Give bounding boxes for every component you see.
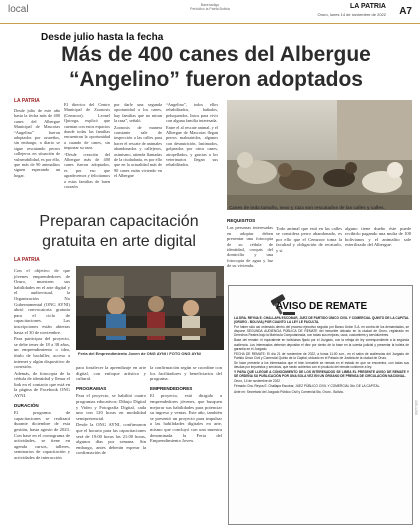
paragraph: Se hace presente a los interesados que el bien inmueble se remata en el estado en que se encuentra, con todas sus deudas por impuestos y servicios, que serán cubiertos con el producto del remate conforme a ley. — [234, 360, 409, 370]
paragraph: Zoonosis de manera constante sale de inspección a las calles para hacer el rescate de animales abandonados y callejeros, asimismo, atienda llamadas de la ciudadanía, es por ello que en la actualidad más de 90 canes están viviendo en el Albergue — [114, 124, 162, 179]
dogs-photo — [227, 100, 412, 210]
article1-col3 — [114, 102, 162, 180]
dogs-photo-art — [227, 100, 412, 210]
article2-headline — [14, 212, 224, 252]
paragraph: Para participar del proyecto, se debe tener de 18 a 38 años, un emprendimiento o idea, título de bachiller, acceso a internet y algún dispositivo de conexión. — [14, 336, 70, 370]
dogs-photo-caption: Canes de toda tamaño, sexo y raza son rescatados de las calles y calles. — [229, 205, 385, 210]
paragraph: Oruro, 14 de noviembre de 2022 — [234, 379, 281, 384]
paragraph: Desde julio de este año hasta la fecha más de 400 canes del Albergue Municipal de Mascotas “Angelino” fueron adoptados por orureños, sin embargo, a diario se sigue rescatando perros callejeros en situación de vulnerabilidad, es por ello, que más de 90 animalitos siguen esperando un hogar. — [14, 108, 60, 178]
article2-col5 — [150, 365, 222, 445]
article1-kicker: Desde julio hasta la fecha — [41, 32, 164, 43]
aviso-text — [234, 316, 409, 395]
paragraph: para fortalecer la aprendizaje en arte digital, con enfoque artístico y cultural. — [76, 365, 146, 382]
paragraph: “Angelino”, todos ellos rehabilitados, bañados, peluqueados, listos para vivir con alguna familia interesada. — [166, 102, 218, 124]
article1-col1 — [14, 108, 60, 179]
side-code: 100-1208 — [414, 400, 418, 415]
duracion-subhead: DURACIÓN — [14, 402, 39, 408]
article1-byline: LA PATRIA — [14, 98, 40, 104]
paragraph: FECHA DE REMATE: El día 21 de noviembre de 2022, a horas 11:00 a.m., en el salón de audiencias del Juzgado de Partido Único Civil y Comercial Quinto de la Capital, ubicado en el Palacio de Justicia de la ciudad de Oruro. — [234, 351, 409, 360]
paragraph: “Desde creación del Albergue más de 400 canes fueron adoptados, es por eso que agradecemos y felicitamos a estas familias de buen corazón — [64, 151, 110, 190]
paragraph: Entre el al rescate animal, y el Albergue de Mascotas llegan perros malnutridos, algunos con desnutrición, lastimados, golpeados por otros canes, atropellados, y gracias a los veterinarios llegan sus rehabilitados. — [166, 124, 218, 168]
paragraph: alguno tiene dueño éste puede recibirlo pagando una multa de 100 bolivianos y el animalito sale esterilizado del Albergue. — [345, 226, 411, 248]
article1-col6 — [276, 226, 342, 254]
paragraph: Todo animal que está en las calles se considera perro abandonado, es por ello que el Cemzoor toma la facultad y obligación de recatarlo, y si — [276, 226, 342, 253]
brand-logo: LA PATRIA — [349, 3, 386, 10]
page-header — [0, 0, 420, 24]
article1-col2 — [64, 102, 110, 191]
masthead — [165, 3, 255, 11]
paragraph: por darle una segunda oportunidad a los canes, hay familias que no miran la raza”, señaló. — [114, 102, 162, 124]
article1-col5 — [227, 218, 273, 270]
header-date: Oruro, lunes 14 de noviembre de 2022 — [317, 12, 386, 17]
aviso-remate-ad — [228, 285, 413, 525]
fair-photo-caption: Feria del Emprendimiento Joven de ONG AYNI / FOTO ONG AYNI — [78, 351, 201, 356]
article2-col3 — [76, 365, 146, 457]
article1-headline — [21, 42, 411, 92]
programas-subhead: PROGRAMAS — [76, 385, 107, 391]
article2-headline-line1: Preparan capacitación — [39, 213, 199, 230]
article1-headline-line2: “Angelino” fueron adoptados — [69, 68, 363, 91]
paragraph: LA DRA. REYNA E. CHALLAPA ESCOBAR, JUEZ DE PARTIDO ÚNICO CIVIL Y COMERCIAL QUINTO DE LA CAPITAL (ORURO - BOLIVIA) POR CUANTO LA LEY LE FACULTA. — [234, 316, 409, 325]
paragraph: Además, de fotocopia de la cédula de identidad y llenar el link en el contacto que está en la página de Facebook ONG AYNI. — [14, 370, 70, 399]
paragraph: El proyecto, está dirigido a emprendedores jóvenes, que busquen mejorar sus habilidades para potenciar su ingreso y ventas. Este año, también se presentó un proyecto para impulsar a las habilidades digitales en arte, mismo que concluyó con una muestra denominada la Feria del Emprendimiento Joven. — [150, 393, 222, 444]
paragraph: Desde la ONG AYNI, confirmaron que el horario para las capacitaciones será de 19:00 horas las 21:00 horas, algunos días por semana. Sin embargo, antes deberán esperar la confirmación de — [76, 422, 146, 456]
article1-headline-line1: Más de 400 canes del Albergue — [61, 43, 371, 66]
paragraph: Para el proyecto, se habilitó cuatro programas educativos: Dibujo Digital y Video y Fotografía Digital, cada uno con 120 horas en modalidad semipresencial. — [76, 393, 146, 421]
article2-byline: LA PATRIA — [14, 257, 40, 263]
paragraph: Y PARA QUE LLEGUE A CONOCIMIENTO DE LOS INTERESADOS SE LIBRA EL PRESENTE AVISO DE REMATE Y SE ORDENA SU PUBLICACIÓN POR UNA SOLA VEZ EN UN ÓRGANO DE PRENSA DE CIRCULACIÓN NACIONAL. — [234, 370, 409, 379]
article2-headline-line2: gratuita en arte digital — [42, 233, 196, 250]
article1-col7 — [345, 226, 411, 249]
masthead-line2: Periódico la Patria Bolivia — [190, 7, 230, 11]
signature: Ante mí: Secretario del Juzgado Público Civil y Comercial 5to. Oruro - Bolivia. — [234, 389, 344, 394]
paragraph: Base del remate: el equivalente en bolivianos fijado por el Juzgado, con la rebaja de ley correspondiente a la segunda audiencia. Los interesados deberán depositar el diez por ciento de la base en la cuenta judicial y presentar la boleta de garantía en el Juzgado. — [234, 338, 409, 351]
paragraph: Las personas interesadas en adoptar deben presentar una fotocopia de su cédula de identidad, croquis del domicilio y una fotocopia de agua y luz de su vivienda. — [227, 225, 273, 269]
article1-col4 — [166, 102, 218, 169]
masthead-line1: Bacenadigo — [200, 3, 220, 7]
fair-photo-art — [76, 266, 224, 350]
emprendedores-subhead: EMPRENDEDORES — [150, 385, 193, 391]
section-label: local — [8, 4, 29, 15]
signature: Firmado: Dra. Reyna E. Challapa Escobar, JUEZ PÚBLICO CIVIL Y COMERCIAL 5to. DE LA CAPITAL. — [234, 384, 381, 389]
paragraph: El programa de capacitaciones se realizará durante diciembre de esta gestión, hasta agosto de 2023. Con base en el cronograma de actividades, se tiene en agenda cursos, talleres, seminarios de capacitación y actividades de interacción — [14, 410, 70, 460]
page-number: A7 — [399, 6, 412, 17]
aviso-title: AVISO DE REMATE — [275, 301, 368, 312]
paragraph: El director del Centro Municipal de Zoonosis (Cemzoor), Leonel Quiroga, explicó que cuentan con estos espacios donde todas las familias encuentran la oportunidad a cuando de canes, sin importar su raza. — [64, 102, 110, 151]
paragraph: Con el objetivo de que jóvenes emprendedores de Oruro, muestren sus habilidades en el arte digital y el audiovisual, la Organización No Gubernamental (ONG AYNI) abrió convocatoria gratuita para el ciclo de capacitaciones. Las inscripciones están abiertas hasta el 30 de noviembre. — [14, 268, 70, 335]
requisitos-subhead: REQUISITOS — [227, 218, 256, 223]
fair-photo — [76, 266, 224, 350]
paragraph: la confirmación según se coordine con los facilitadores y beneficiarios del programa. — [150, 365, 222, 382]
paragraph: Por haber sido así ordenado dentro del proceso ejecutivo seguido por Banco Unión S.A. en contra de los demandados, se dispone SEGUNDA AUDIENCIA PÚBLICA DE REMATE del inmueble ubicado en la ciudad de Oruro, registrado en Derechos Reales bajo la Matrícula Computarizada, con todas sus mejoras, usos, costumbres y servidumbres. — [234, 325, 409, 338]
article2-col1 — [14, 268, 70, 462]
